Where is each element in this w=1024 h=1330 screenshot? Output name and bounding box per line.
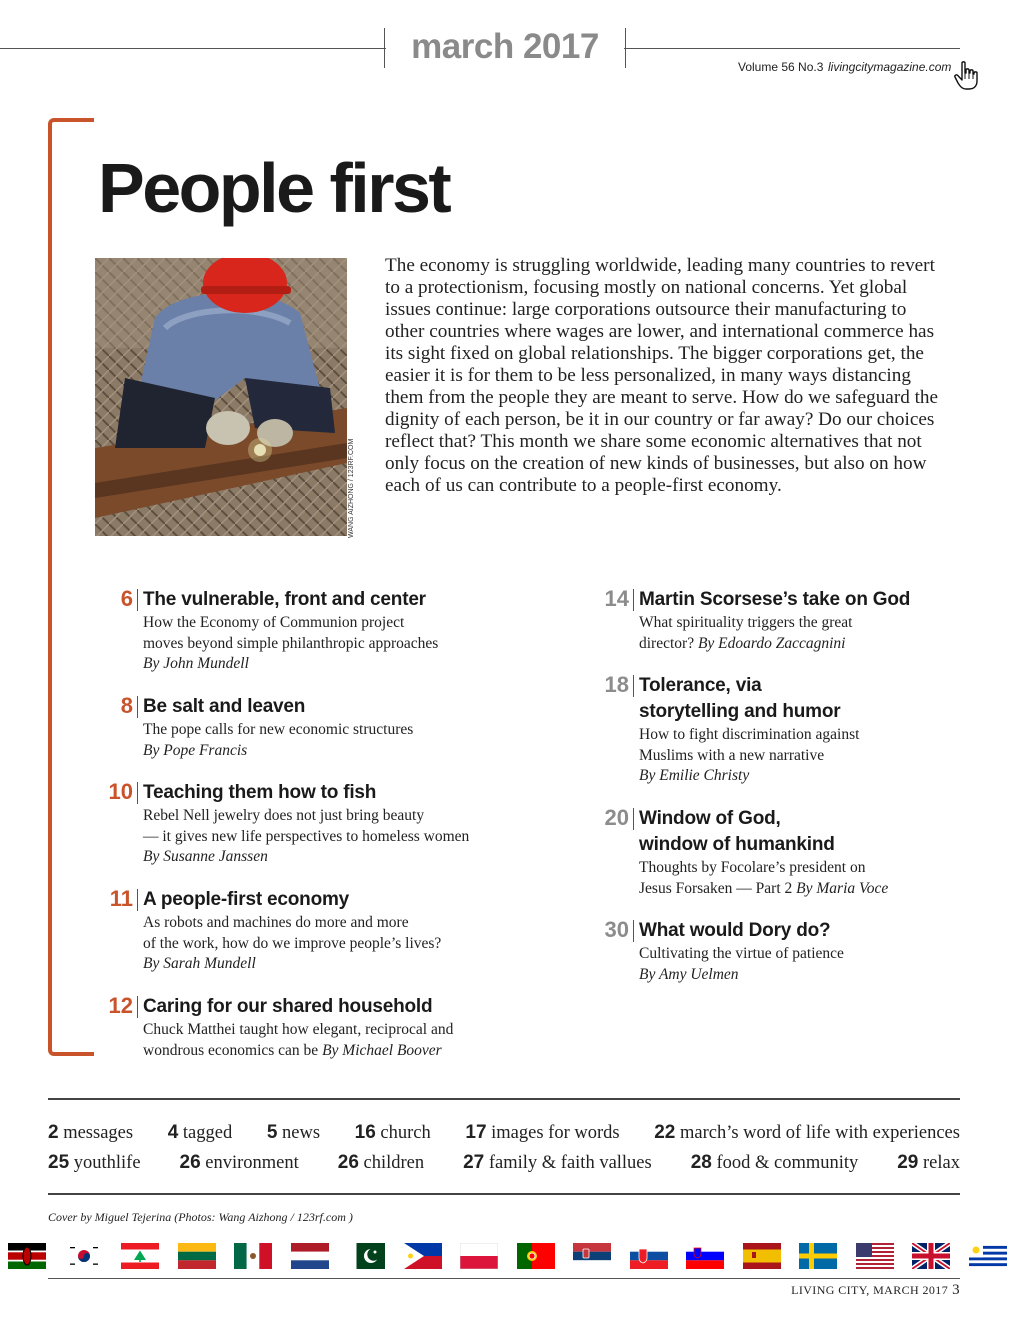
flag-rule <box>48 1278 960 1279</box>
divider <box>633 808 634 830</box>
usa-flag-icon <box>856 1243 894 1269</box>
page-number: 11 <box>109 886 133 911</box>
header-rule-left <box>0 48 386 49</box>
article-title[interactable]: A people-first economy <box>143 889 350 910</box>
article-desc: Chuck Matthei taught how elegant, reciprocal and <box>143 1021 454 1038</box>
article-title[interactable]: Window of God, <box>639 808 781 829</box>
contents-item[interactable] <box>604 917 959 985</box>
article-byline: By John Mundell <box>143 655 249 672</box>
article-desc: How to fight discrimination against <box>639 726 860 743</box>
poland-flag-icon <box>460 1243 498 1269</box>
article-desc-with-byline <box>143 1041 523 1062</box>
page-number: 30 <box>604 917 629 942</box>
index-item[interactable] <box>897 1151 960 1175</box>
index-row-1 <box>48 1121 960 1145</box>
index-bottom-rule <box>48 1193 960 1195</box>
article-title-line[interactable]: storytelling and humor <box>639 701 841 722</box>
index-row-2 <box>48 1151 960 1175</box>
philippines-flag-icon <box>404 1243 442 1269</box>
accent-bracket <box>48 118 94 1056</box>
pakistan-flag-icon <box>347 1243 385 1269</box>
index-page: 17 <box>465 1122 487 1143</box>
flag-strip <box>8 1243 1020 1269</box>
index-item[interactable] <box>267 1121 320 1145</box>
index-item[interactable] <box>48 1121 133 1145</box>
index-item[interactable] <box>168 1121 233 1145</box>
index-page: 26 <box>337 1152 359 1173</box>
article-byline: By Susanne Janssen <box>143 848 268 865</box>
contents-item[interactable] <box>120 693 523 761</box>
article-byline: By Sarah Mundell <box>143 955 256 972</box>
contents-item[interactable] <box>604 805 959 899</box>
article-byline: By Edoardo Zaccagnini <box>697 634 846 652</box>
index-page: 29 <box>897 1152 919 1173</box>
article-desc-with-byline <box>639 879 959 900</box>
divider <box>137 996 138 1018</box>
index-label: march’s word of life with experiences <box>679 1123 960 1143</box>
index-page: 2 <box>48 1122 59 1143</box>
index-item[interactable] <box>48 1151 141 1175</box>
lebanon-flag-icon <box>121 1243 159 1269</box>
divider <box>137 696 138 718</box>
index-page: 25 <box>48 1152 70 1173</box>
sweden-flag-icon <box>799 1243 837 1269</box>
index-item[interactable] <box>180 1151 299 1175</box>
divider <box>137 889 138 911</box>
index-item[interactable] <box>355 1121 431 1145</box>
article-title[interactable]: Caring for our shared household <box>143 996 433 1017</box>
index-page: 16 <box>354 1122 376 1143</box>
divider <box>137 782 138 804</box>
kenya-flag-icon <box>8 1243 46 1269</box>
contents-item[interactable] <box>604 672 959 787</box>
serbia-flag-icon <box>573 1243 611 1269</box>
article-byline: By Pope Francis <box>143 741 248 759</box>
article-title[interactable]: The vulnerable, front and center <box>143 589 426 610</box>
index-page: 28 <box>690 1152 712 1173</box>
index-item[interactable] <box>654 1121 960 1145</box>
article-title[interactable]: Tolerance, via <box>639 675 762 696</box>
index-item[interactable] <box>338 1151 424 1175</box>
page-number: 6 <box>120 586 133 611</box>
issue-month: march <box>411 27 514 66</box>
south-korea-flag-icon <box>65 1243 103 1269</box>
page-title: People first <box>98 149 450 227</box>
index-label: tagged <box>182 1123 233 1143</box>
page-footer <box>791 1282 960 1299</box>
article-desc-text: Jesus Forsaken — Part 2 <box>639 879 793 897</box>
cover-photo-worker <box>95 258 347 536</box>
index-label: news <box>282 1123 321 1143</box>
lithuania-flag-icon <box>178 1243 216 1269</box>
index-item[interactable] <box>465 1121 619 1145</box>
index-label: family & faith vallues <box>488 1153 652 1173</box>
divider <box>137 589 138 611</box>
article-desc: What spirituality triggers the great <box>639 614 853 631</box>
article-byline: By Maria Voce <box>796 879 889 897</box>
article-byline: By Michael Boover <box>322 1041 442 1059</box>
portugal-flag-icon <box>517 1243 555 1269</box>
index-label: food & community <box>716 1153 859 1173</box>
intro-paragraph: The economy is struggling worldwide, leading many countries to revert to a protectionism, focusing mostly on national concerns. Yet global issues continue: large corporations outsource their manufacturing to other countries where wages are lower, and international commerce has its sight fixed on global relationships. The bigger corporations get, the easier it is for them to be less personalized, in many ways distancing them from the people they are meant to serve. How do we safeguard the dignity of each person, be it in our country or far away? Do our choices reflect that? This month we share some economic alternatives that not only focus on the creation of new kinds of businesses, but also on how each of us can contribute to a people-first economy. <box>385 255 939 496</box>
contents-item[interactable] <box>108 779 533 868</box>
page-number: 14 <box>604 586 629 611</box>
netherlands-flag-icon <box>291 1243 329 1269</box>
worker-illustration <box>95 258 347 536</box>
page-number: 12 <box>108 993 133 1018</box>
article-title-line[interactable]: window of humankind <box>639 834 835 855</box>
uk-flag-icon <box>912 1243 950 1269</box>
index-item[interactable] <box>463 1151 652 1175</box>
article-desc: of the work, how do we improve people’s lives? <box>143 934 442 952</box>
article-desc-with-byline <box>639 634 959 655</box>
photo-credit: WANG AIZHONG / 123RF.COM <box>348 438 355 538</box>
article-desc: moves beyond simple philanthropic approaches <box>143 634 439 652</box>
index-label: youthlife <box>73 1153 141 1173</box>
index-label: children <box>363 1153 425 1173</box>
mexico-flag-icon <box>234 1243 272 1269</box>
page-number: 8 <box>120 693 133 718</box>
contents-item[interactable] <box>604 586 959 654</box>
volume-number: Volume 56 No.3 <box>738 60 824 74</box>
article-desc: How the Economy of Communion project <box>143 614 405 631</box>
index-page: 27 <box>463 1152 485 1173</box>
index-label: images for words <box>491 1123 620 1143</box>
article-byline: By Amy Uelmen <box>639 965 739 983</box>
uruguay-flag-icon <box>969 1243 1007 1269</box>
index-page: 4 <box>167 1122 179 1143</box>
article-byline: By Emilie Christy <box>639 767 750 784</box>
index-label: church <box>380 1123 431 1143</box>
index-page: 22 <box>654 1122 676 1143</box>
article-title[interactable]: What would Dory do? <box>639 920 831 941</box>
page-number: 10 <box>108 779 133 804</box>
page-number: 18 <box>604 672 629 697</box>
index-item[interactable] <box>691 1151 859 1175</box>
divider <box>633 675 634 697</box>
contents-item[interactable] <box>108 993 523 1061</box>
footer-text: LIVING CITY, MARCH 2017 <box>791 1283 949 1297</box>
article-desc: The pope calls for new economic structures <box>143 721 414 738</box>
issue-title <box>384 28 626 68</box>
index-label: environment <box>205 1153 299 1173</box>
article-desc: Cultivating the virtue of patience <box>639 945 844 962</box>
issue-year: 2017 <box>522 27 599 66</box>
contents-item[interactable] <box>109 886 523 975</box>
index-label: messages <box>63 1123 134 1143</box>
index-page: 5 <box>266 1122 278 1143</box>
cover-credit: Cover by Miguel Tejerina (Photos: Wang Aizhong / 123rf.com ) <box>48 1210 353 1224</box>
divider <box>633 920 634 942</box>
slovakia-flag-icon <box>630 1243 668 1269</box>
article-title[interactable]: Teaching them how to fish <box>143 782 377 803</box>
page-number-footer: 3 <box>952 1282 960 1298</box>
header-rule-right <box>624 48 960 49</box>
contents-item[interactable] <box>120 586 523 675</box>
article-desc: Muslims with a new narrative <box>639 746 825 764</box>
index-page: 26 <box>179 1152 201 1173</box>
article-desc: Rebel Nell jewelry does not just bring beauty <box>143 807 425 824</box>
pointing-hand-icon[interactable] <box>952 60 980 92</box>
divider <box>633 589 634 611</box>
article-desc-text: wondrous economics can be <box>143 1041 319 1059</box>
article-title[interactable]: Be salt and leaven <box>143 696 306 717</box>
index-label: relax <box>923 1153 960 1173</box>
article-desc: — it gives new life perspectives to homeless women <box>143 827 470 845</box>
article-desc: As robots and machines do more and more <box>143 914 409 931</box>
spain-flag-icon <box>743 1243 781 1269</box>
article-title[interactable]: Martin Scorsese’s take on God <box>639 589 911 610</box>
article-desc-text: director? <box>639 634 695 652</box>
page-number: 20 <box>604 805 629 830</box>
article-desc: Thoughts by Focolare’s president on <box>639 859 866 876</box>
slovenia-flag-icon <box>686 1243 724 1269</box>
website-link[interactable]: livingcitymagazine.com <box>828 60 952 74</box>
index-top-rule <box>48 1098 960 1100</box>
